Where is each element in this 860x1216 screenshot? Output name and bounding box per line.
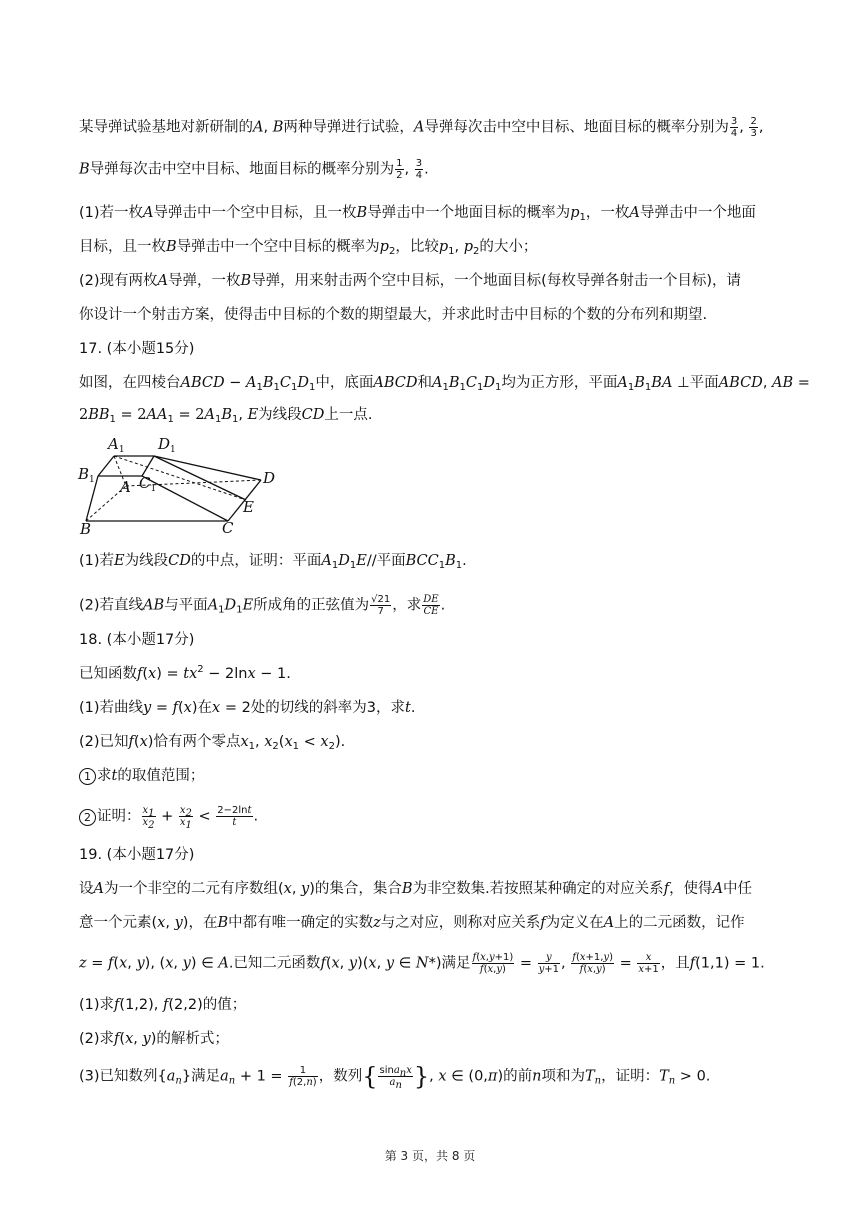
p19-stem-line1: 设A为一个非空的二元有序数组(x, y)的集合，集合B为非空数集.若按照某种确定的对应关系f，使得A中任 [79, 881, 753, 897]
p16-part1-line1: (1)若一枚A导弹击中一个空中目标，且一枚B导弹击中一个地面目标的概率为$p_1$，一枚A导弹击中一个地面 [79, 205, 756, 223]
p16-part2-line1: (2)现有两枚A导弹，一枚B导弹，用来射击两个空中目标，一个地面目标(每枚导弹各射击一个目标)，请 [79, 273, 741, 289]
label-B: B [80, 520, 92, 538]
label-B1: $B_1$ [78, 465, 95, 485]
frustum-figure [76, 434, 286, 538]
edge-DD1 [154, 456, 261, 480]
p18-sub1: 1 求t的取值范围； [79, 766, 800, 786]
p16-part2-line2: 你设计一个射击方案，使得击中目标的个数的期望最大，并求此时击中目标的个数的分布列和期望. [79, 307, 708, 323]
p16-part1-line2: 目标，且一枚B导弹击中一个空中目标的概率为$p_2$，比较$p_1$, $p_2$的大小； [79, 239, 538, 257]
p19-stem-line3: z = f(x, y), (x, y) ∈ A.已知二元函数f(x, y)(x, y ∈ N*)满足 $\frac{f(x,y+1)}{f(x,y)}$ = $\frac{y}{y+1}$ , $\frac{f(x+1,y)}{f(x,y)}$ = $\frac{x}{x+1}$ ，且f(1,1) = 1. [79, 952, 765, 975]
p19-part2: (2)求f(x, y)的解析式； [79, 1031, 229, 1047]
p19-header: 19. (本小题17分) [79, 847, 195, 863]
page-footer: 第 3 页，共 8 页 [384, 1149, 476, 1163]
p19-part1: (1)求f(1,2), f(2,2)的值； [79, 997, 247, 1013]
p17-stem-line1: 如图，在四棱台ABCD − $A_1B_1C_1D_1$中，底面ABCD和$A_1B_1C_1D_1$均为正方形，平面$A_1B_1BA$ ⊥平面ABCD, AB = [79, 375, 810, 393]
edge-C1D1 [142, 456, 154, 476]
label-C1: $C_1$ [139, 474, 157, 494]
label-A: A [120, 478, 131, 496]
p19-part3: (3)已知数列$\{a_n\}$满足$a_n + 1$ = $\frac{1}{f(2,n)}$ ，数列{ $\frac{\sin a_nx}{a_n}$ }, x ∈ (0,π)的前n项和为$T_n$，证明：$T_n > 0$. [79, 1062, 711, 1091]
edge-CC1 [142, 476, 228, 521]
label-D1: $D_1$ [158, 435, 176, 455]
p18-part1: (1)若曲线y = f(x)在x = 2处的切线的斜率为3，求t. [79, 700, 416, 716]
label-A1: $A_1$ [108, 435, 125, 455]
label-D: D [263, 469, 276, 487]
p18-sub2: 2 证明： $\frac{x_1}{x_2}$ + $\frac{x_2}{x_1}$ < $\frac{2-2\ln t}{t}$ . [79, 805, 800, 828]
p17-part1: (1)若E为线段CD的中点，证明：平面$A_1D_1E//$平面$BCC_1B_1$. [79, 553, 467, 571]
p18-header: 18. (本小题17分) [79, 632, 195, 648]
edge-D1E [154, 456, 246, 500]
p16-line1: 某导弹试验基地对新研制的A, B两种导弹进行试验，A导弹每次击中空中目标、地面目标的概率分别为 $\frac{3}{4}$ , $\frac{2}{3}$ , [79, 116, 764, 139]
p17-header: 17. (本小题15分) [79, 341, 195, 357]
p17-part2: (2)若直线AB与平面$A_1D_1E$所成角的正弦值为 $\frac{√21}{7}$ ，求 $\frac{DE}{CE}$ . [79, 594, 446, 617]
p18-part2: (2)已知f(x)恰有两个零点$x_1$, $x_2(x_1 < x_2)$. [79, 734, 346, 752]
edge-A1E [114, 456, 246, 500]
edge-B1A1 [98, 456, 114, 476]
p16-line2: B导弹每次击中空中目标、地面目标的概率分别为 $\frac{1}{2}$ , $\frac{3}{4}$ . [79, 158, 429, 181]
label-C: C [222, 519, 234, 537]
p19-stem-line2: 意一个元素(x, y)，在B中都有唯一确定的实数z与之对应，则称对应关系f为定义在A上的二元函数，记作 [79, 915, 745, 931]
label-E: E [243, 498, 254, 516]
p17-stem-line2: $2BB_1 = 2AA_1 = 2A_1B_1$, E为线段CD上一点. [79, 407, 373, 425]
p18-stem: 已知函数$f(x) = tx^2 - 2\ln x - 1$. [79, 664, 291, 682]
